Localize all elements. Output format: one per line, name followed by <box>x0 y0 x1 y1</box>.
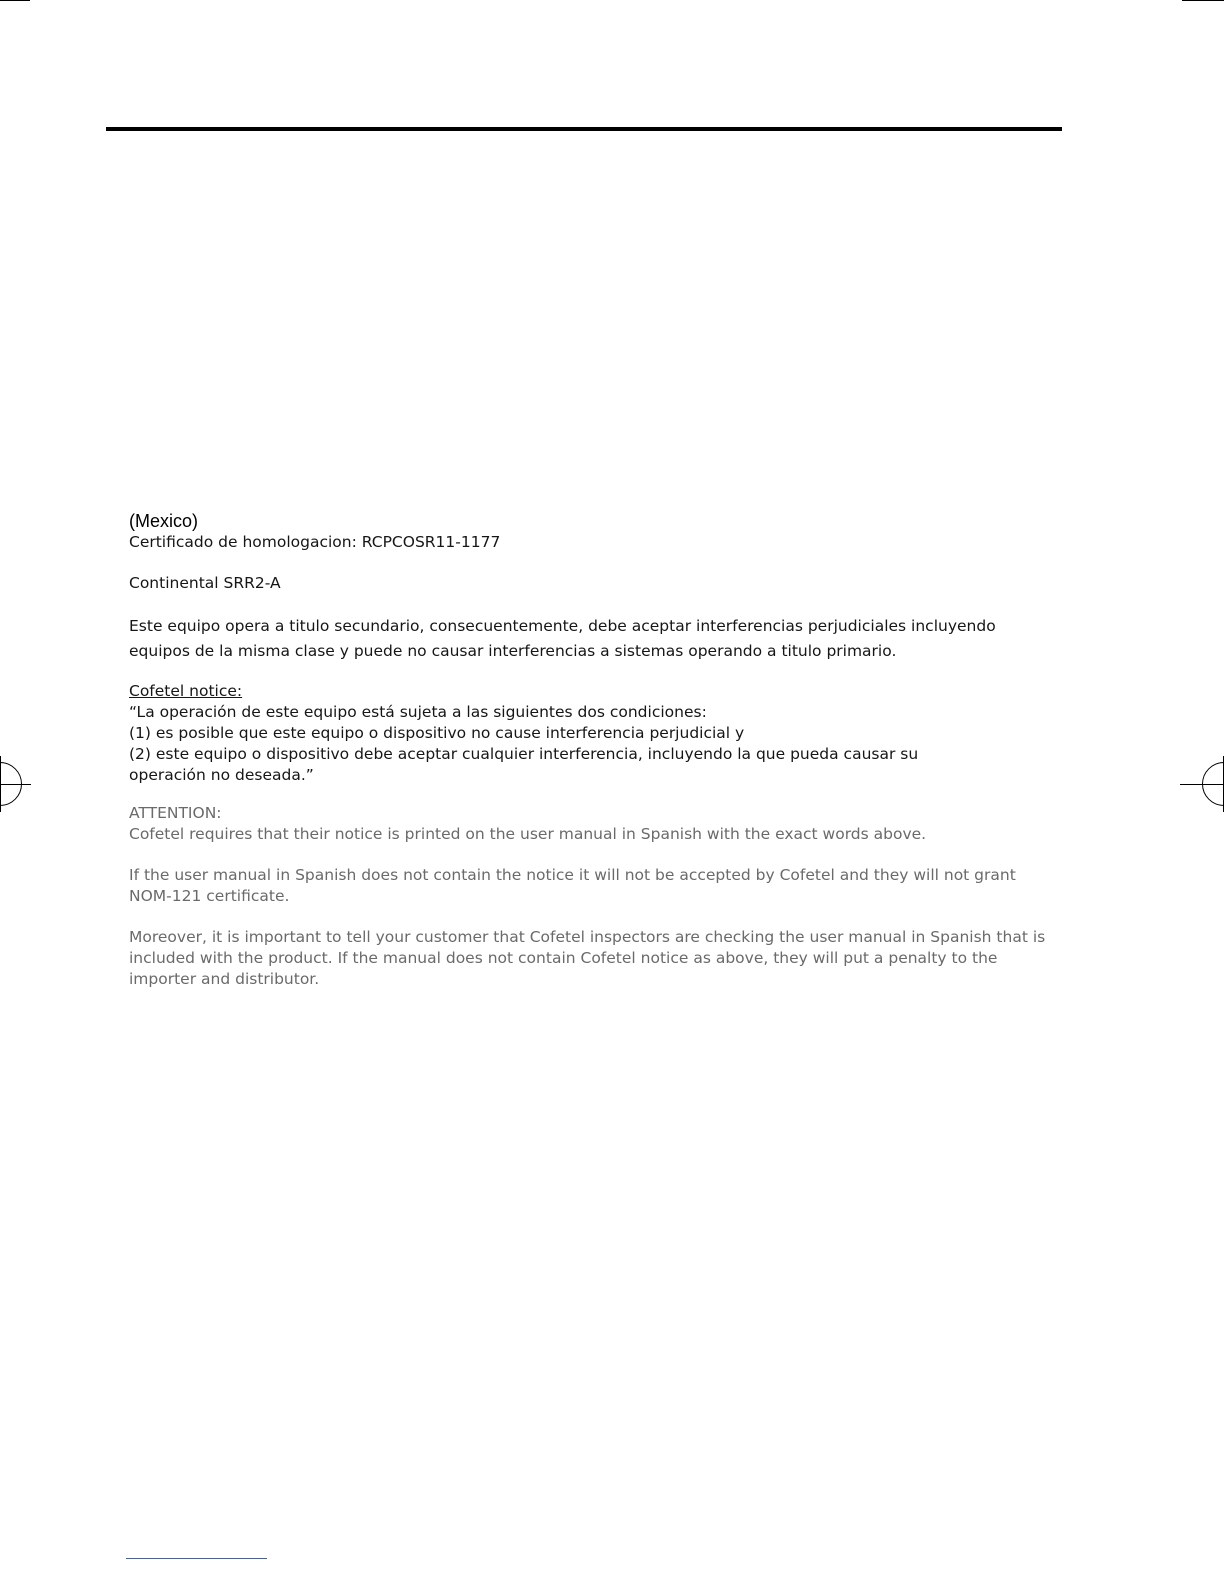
secondary-operation-statement: Este equipo opera a titulo secundario, consecuentemente, debe aceptar interferencias perjudiciales incluyendo equipos de la misma clase y puede no causar interferencias a sistemas operando a titulo primario. <box>129 617 996 660</box>
certificate-line: Certificado de homologacion: RCPCOSR11-1177 <box>129 533 501 551</box>
notice-line: (1) es posible que este equipo o dispositivo no cause interferencia perjudicial y <box>129 724 745 742</box>
grant-note: If the user manual in Spanish does not contain the notice it will not be accepted by Cofetel and they will not grant NOM-121 certificate. <box>129 866 1016 905</box>
crop-mark-top-left <box>0 0 30 1</box>
region-heading: (Mexico) <box>129 511 199 531</box>
compliance-notice <box>129 510 1059 990</box>
cofetel-notice-heading: Cofetel notice: <box>129 682 243 700</box>
notice-line: (2) este equipo o dispositivo debe aceptar cualquier interferencia, incluyendo la que pueda causar su <box>129 745 919 763</box>
model-name: Continental SRR2-A <box>129 574 281 592</box>
crop-mark-top-right <box>1182 0 1224 1</box>
attention-line: Cofetel requires that their notice is printed on the user manual in Spanish with the exact words above. <box>129 825 927 843</box>
attention-heading: ATTENTION: <box>129 804 222 822</box>
footnote-rule <box>126 1558 267 1559</box>
header-rule <box>106 127 1062 131</box>
notice-line: “La operación de este equipo está sujeta a las siguientes dos condiciones: <box>129 703 707 721</box>
notice-line: operación no deseada.” <box>129 766 314 784</box>
penalty-note: Moreover, it is important to tell your customer that Cofetel inspectors are checking the user manual in Spanish that is included with the product. If the manual does not contain Cofetel notice as above, they will put a penalty to the importer and distributor. <box>129 928 1046 988</box>
